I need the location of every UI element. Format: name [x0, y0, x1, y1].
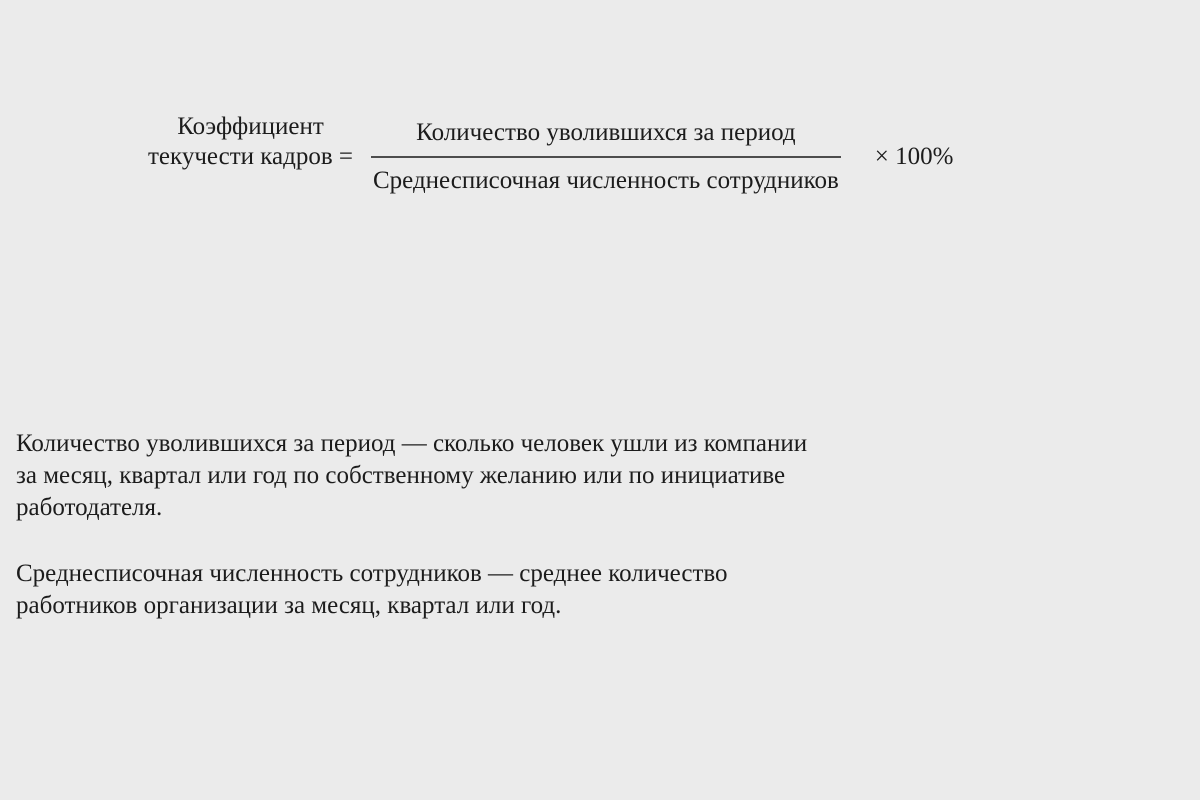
definition-paragraph-average-headcount: [16, 558, 976, 622]
definition-line: работников организации за месяц, квартал или год.: [16, 592, 562, 619]
definition-line: работодателя.: [16, 494, 163, 521]
definition-line: Количество уволившихся за период — сколько человек ушли из компании: [16, 430, 808, 457]
definition-line: за месяц, квартал или год по собственному желанию или по инициативе: [16, 462, 786, 489]
definition-line: Среднесписочная численность сотрудников — среднее количество: [16, 560, 728, 587]
turnover-formula: [148, 112, 954, 195]
definitions-section: [16, 428, 976, 622]
fraction-denominator: Среднесписочная численность сотрудников: [373, 167, 839, 194]
formula-label-line1: Коэффициент: [177, 112, 324, 140]
formula-multiplier: × 100%: [874, 142, 954, 170]
definition-paragraph-dismissals: [16, 428, 976, 524]
formula-label-line2: текучести кадров =: [148, 142, 353, 170]
fraction-numerator: Количество уволившихся за период: [416, 119, 796, 146]
fraction: [371, 118, 841, 195]
formula-label: [148, 112, 353, 172]
